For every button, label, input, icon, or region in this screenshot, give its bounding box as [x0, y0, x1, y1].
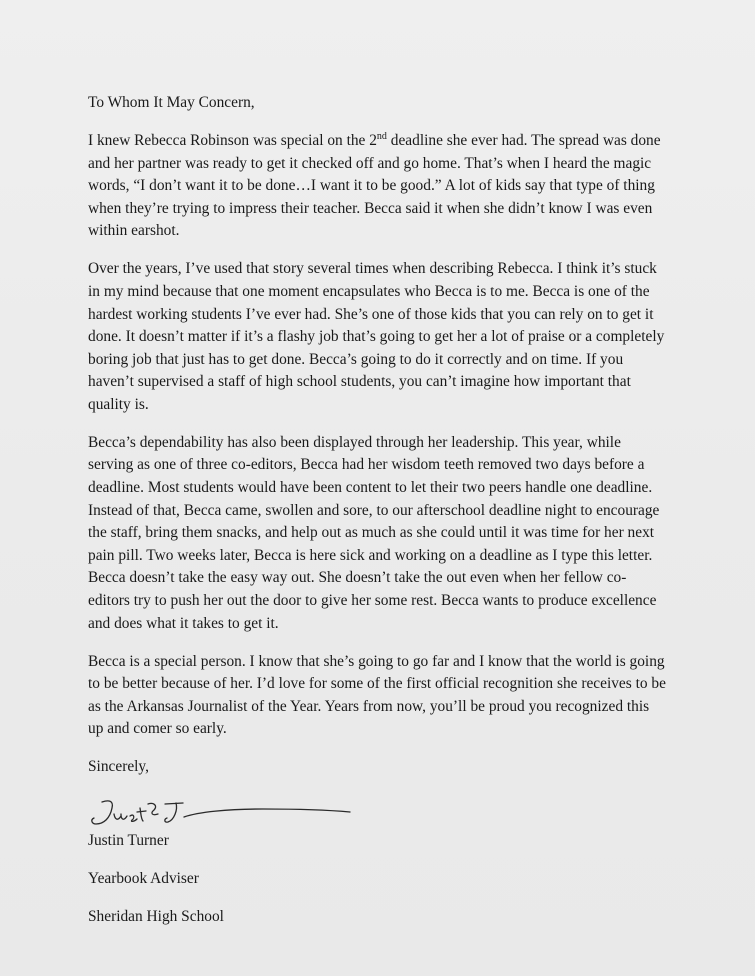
- letter-body: [88, 92, 668, 944]
- paragraph-1-rest: deadline she ever had. The spread was done and her partner was ready to get it checked off and go home. That’s when I heard the magic words, “I don’t want it to be done…I want it to be good.” A lot of kids say that type of thing when they’re trying to impress their teacher. Becca said it when she didn’t know I was even within earshot.: [88, 131, 661, 240]
- paragraph-2: Over the years, I’ve used that story several times when describing Rebecca. I think it’s stuck in my mind because that one moment encapsulates who Becca is to me. Becca is one of the hardest working students I’ve ever had. She’s one of those kids that you can rely on to get it done. It doesn’t matter if it’s a flashy job that’s going to get her a lot of praise or a completely boring job that just has to get done. Becca’s going to do it correctly and on time. If you haven’t supervised a staff of high school students, you can’t imagine how important that quality is.: [88, 260, 665, 413]
- paragraph-1-start: I knew Rebecca Robinson was special on the 2: [88, 131, 377, 149]
- salutation: To Whom It May Concern,: [88, 94, 255, 111]
- paragraph-3: Becca’s dependability has also been displayed through her leadership. This year, while serving as one of three co-editors, Becca had her wisdom teeth removed two days before a deadline. Most students would have been content to let their two peers handle one deadline. Instead of that, Becca came, swollen and sore, to our afterschool deadline night to encourage the staff, bring them snacks, and help out as much as she could until it was time for her next pain pill. Two weeks later, Becca is here sick and working on a deadline as I type this letter. Becca doesn’t take the easy way out. She doesn’t take the out even when her fellow co-editors try to push her out the door to give her some rest. Becca wants to produce excellence and does what it takes to get it.: [88, 433, 660, 632]
- closing: Sincerely,: [88, 758, 149, 776]
- handwritten-signature: [88, 794, 358, 832]
- signer-organization: Sheridan High School: [88, 908, 224, 926]
- paragraph-1: [88, 130, 668, 243]
- paragraph-4: Becca is a special person. I know that she’s going to go far and I know that the world is going to be better because of her. I’d love for some of the first official recognition she receives to be as the Arkansas Journalist of the Year. Years from now, you’ll be proud you recognized this up and comer so early.: [88, 652, 666, 738]
- ordinal-suffix: nd: [376, 130, 387, 142]
- signer-name: Justin Turner: [88, 832, 169, 850]
- signer-title: Yearbook Adviser: [88, 870, 199, 888]
